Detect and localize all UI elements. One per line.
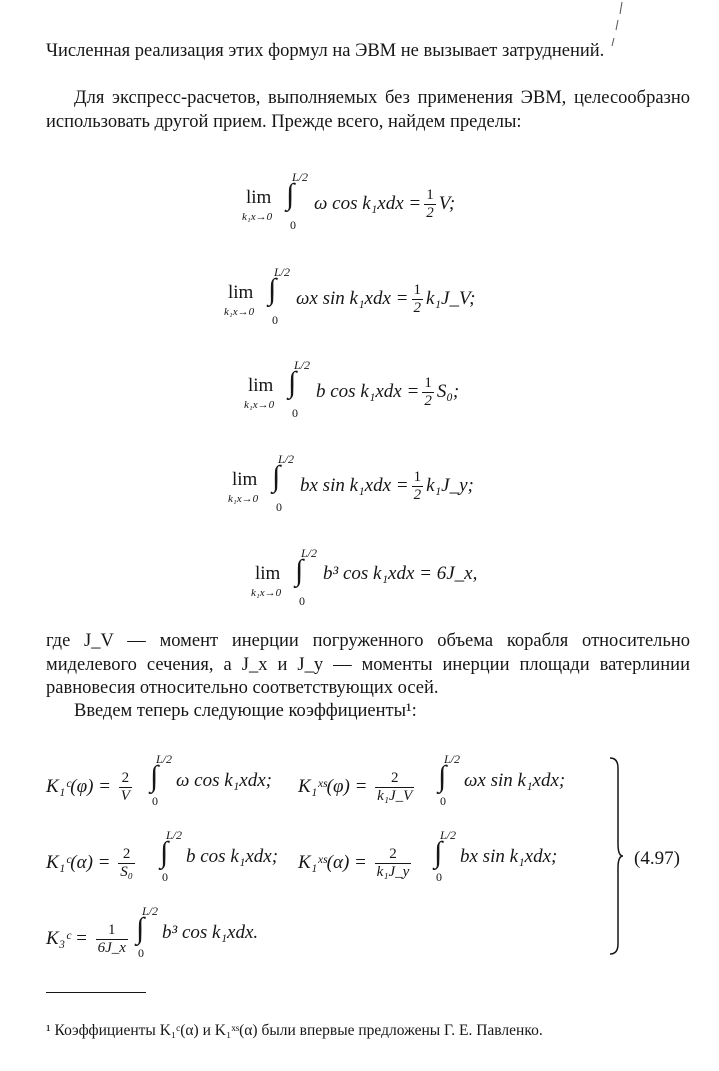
half-fraction	[412, 469, 424, 504]
integral-lower-limit: 0	[299, 594, 305, 608]
integral-upper-limit: L/2	[292, 170, 309, 184]
coef-k1c-phi-label: K₁ᶜ(φ) =	[46, 775, 112, 797]
integrand-text: bx sin k₁xdx =	[300, 474, 409, 496]
integral-lower-limit: 0	[290, 218, 296, 232]
half-fraction	[424, 187, 436, 222]
coef-row-2-left	[46, 846, 138, 881]
footnote-rule	[46, 992, 146, 993]
integral-upper-limit: L/2	[301, 546, 318, 560]
integral-sign: ∫	[288, 366, 297, 399]
right-hand-side: k₁J_y;	[426, 474, 474, 496]
paragraph-4: Введем теперь следующие коэффициенты¹:	[74, 701, 417, 721]
footnote: ¹ Коэффициенты K₁ᶜ(α) и K₁ˣˢ(α) были впервые предложены Г. Е. Павленко.	[46, 1022, 543, 1039]
integrand-text: b cos k₁xdx =	[316, 380, 420, 402]
lim-subscript: k₁x→0	[242, 211, 273, 223]
coef-k1c-phi-fraction: $\frac{2}{V}$	[120, 770, 130, 804]
coef-row-3-integrand: b³ cos k₁xdx.	[162, 922, 259, 943]
paragraph-1: Численная реализация этих формул на ЭВМ не вызывает затруднений.	[46, 41, 605, 61]
lim-word: lim	[232, 469, 258, 490]
half-fraction	[412, 282, 424, 317]
fraction-numerator: 1	[426, 187, 434, 203]
fraction-denominator: 2	[426, 205, 434, 221]
integrand-text: b³ cos k₁xdx = 6J_x,	[323, 563, 478, 584]
coef-row-1-integrand-1: ω cos k₁xdx;	[176, 770, 272, 791]
coef-k1c-alpha-fraction: $\frac{2}{\text{S₀}}$	[120, 846, 133, 880]
coef-k1xs-phi-label: K₁ˣˢ(φ) =	[298, 775, 368, 797]
fraction-numerator: 1	[424, 375, 432, 391]
coef-row-1-right	[298, 770, 417, 805]
coef-k3c-fraction: $\frac{1}{6J\_x}$	[97, 922, 126, 956]
coef-k1xs-alpha-label: K₁ˣˢ(α) =	[298, 851, 367, 873]
integrand	[296, 282, 476, 317]
coef-k3c-label: K₃ᶜ =	[46, 927, 88, 949]
integrand	[316, 375, 459, 410]
integral-lower-limit: 0	[276, 500, 282, 514]
integral-sign: ∫	[295, 554, 304, 587]
lim-subscript: k₁x→0	[251, 587, 282, 599]
lim-word: lim	[248, 375, 274, 396]
integrand	[323, 563, 477, 585]
fraction-numerator: 1	[413, 282, 421, 298]
integral-upper-limit: L/2	[278, 452, 295, 466]
fraction-denominator: 2	[413, 487, 422, 503]
right-hand-side: V;	[438, 192, 456, 214]
fraction-denominator: 2	[424, 393, 432, 409]
coef-row-2-integrand-2: bx sin k₁xdx;	[460, 846, 558, 867]
integrand-text: ω cos k₁xdx =	[314, 192, 422, 214]
half-fraction	[422, 375, 434, 410]
right-hand-side: S₀;	[436, 380, 460, 402]
scan-mark	[600, 0, 630, 60]
integrand	[314, 187, 455, 222]
coef-row-1-integrand-2: ωx sin k₁xdx;	[464, 770, 566, 791]
fraction-denominator: 2	[413, 300, 421, 316]
right-brace	[608, 756, 624, 956]
integrand	[300, 469, 474, 504]
integral-lower-limit: 0	[292, 406, 298, 420]
right-hand-side: k₁J_V;	[426, 287, 476, 309]
lim-subscript: k₁x→0	[244, 399, 275, 411]
lim-word: lim	[228, 282, 254, 303]
paragraph-2: Для экспресс-расчетов, выполняемых без применения ЭВМ, целесообразно использовать другой прием. Прежде всего, найдем пределы:	[46, 88, 690, 132]
integral-upper-limit: L/2	[294, 358, 311, 372]
coef-row-2-integrand-1: b cos k₁xdx;	[186, 846, 279, 867]
coef-k1xs-alpha-fraction: $\frac{2}{\text{k₁J\_y}}$	[376, 846, 410, 880]
integral-upper-limit: L/2	[274, 265, 291, 279]
paragraph-3: где J_V — момент инерции погруженного объема корабля относительно миделевого сечения, а J_x и J_y — моменты инерции площади ватерлинии равновесия относительно соответствующих осей.	[46, 631, 690, 698]
lim-word: lim	[255, 563, 281, 584]
coef-row-3-left	[46, 922, 131, 957]
coef-row-1-left	[46, 770, 135, 805]
integrand-text: ωx sin k₁xdx =	[296, 287, 409, 309]
equation-number: (4.97)	[634, 848, 680, 869]
coef-k1xs-phi-fraction: $\frac{2}{\text{k₁J\_V}}$	[377, 770, 413, 804]
integral-lower-limit: 0	[272, 313, 278, 327]
lim-subscript: k₁x→0	[224, 306, 255, 318]
fraction-numerator: 1	[413, 469, 422, 485]
integral-sign: ∫	[272, 460, 281, 493]
coef-k1c-alpha-label: K₁ᶜ(α) =	[46, 851, 111, 873]
integral-sign: ∫	[286, 178, 295, 211]
coef-row-2-right	[298, 846, 414, 881]
lim-subscript: k₁x→0	[228, 493, 259, 505]
integral-sign: ∫	[268, 273, 277, 306]
lim-word: lim	[246, 187, 272, 208]
